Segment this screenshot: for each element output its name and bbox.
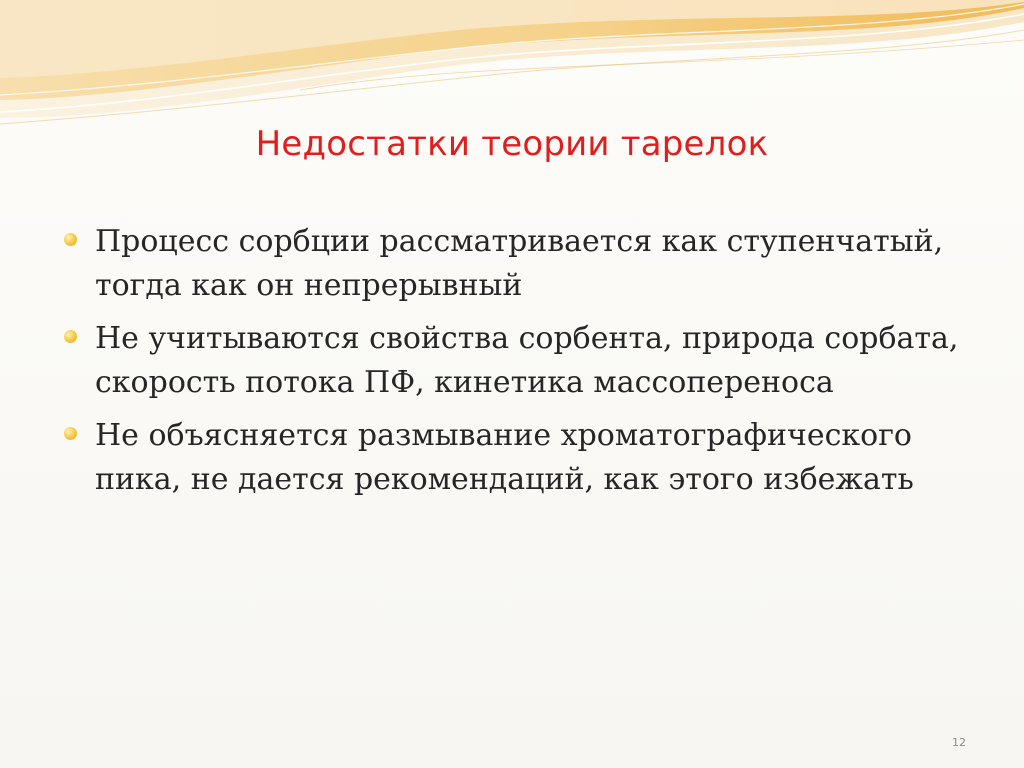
bullet-list [62, 220, 962, 511]
bullet-text: Не объясняется размывание хроматографического пика, не дается рекомендаций, как этого избежать [95, 418, 914, 497]
bullet-text: Процесс сорбции рассматривается как ступенчатый, тогда как он непрерывный [95, 224, 944, 303]
bullet-item [62, 220, 962, 308]
circle-bullet-icon [64, 427, 77, 440]
bullet-item [62, 317, 962, 405]
slide-number: 12 [952, 736, 966, 749]
wave-decoration [0, 0, 1024, 130]
circle-bullet-icon [64, 330, 77, 343]
bullet-item [62, 414, 962, 502]
circle-bullet-icon [64, 233, 77, 246]
bullet-text: Не учитываются свойства сорбента, природа сорбата, скорость потока ПФ, кинетика массопереноса [95, 321, 959, 400]
slide-title: Недостатки теории тарелок [255, 124, 769, 164]
